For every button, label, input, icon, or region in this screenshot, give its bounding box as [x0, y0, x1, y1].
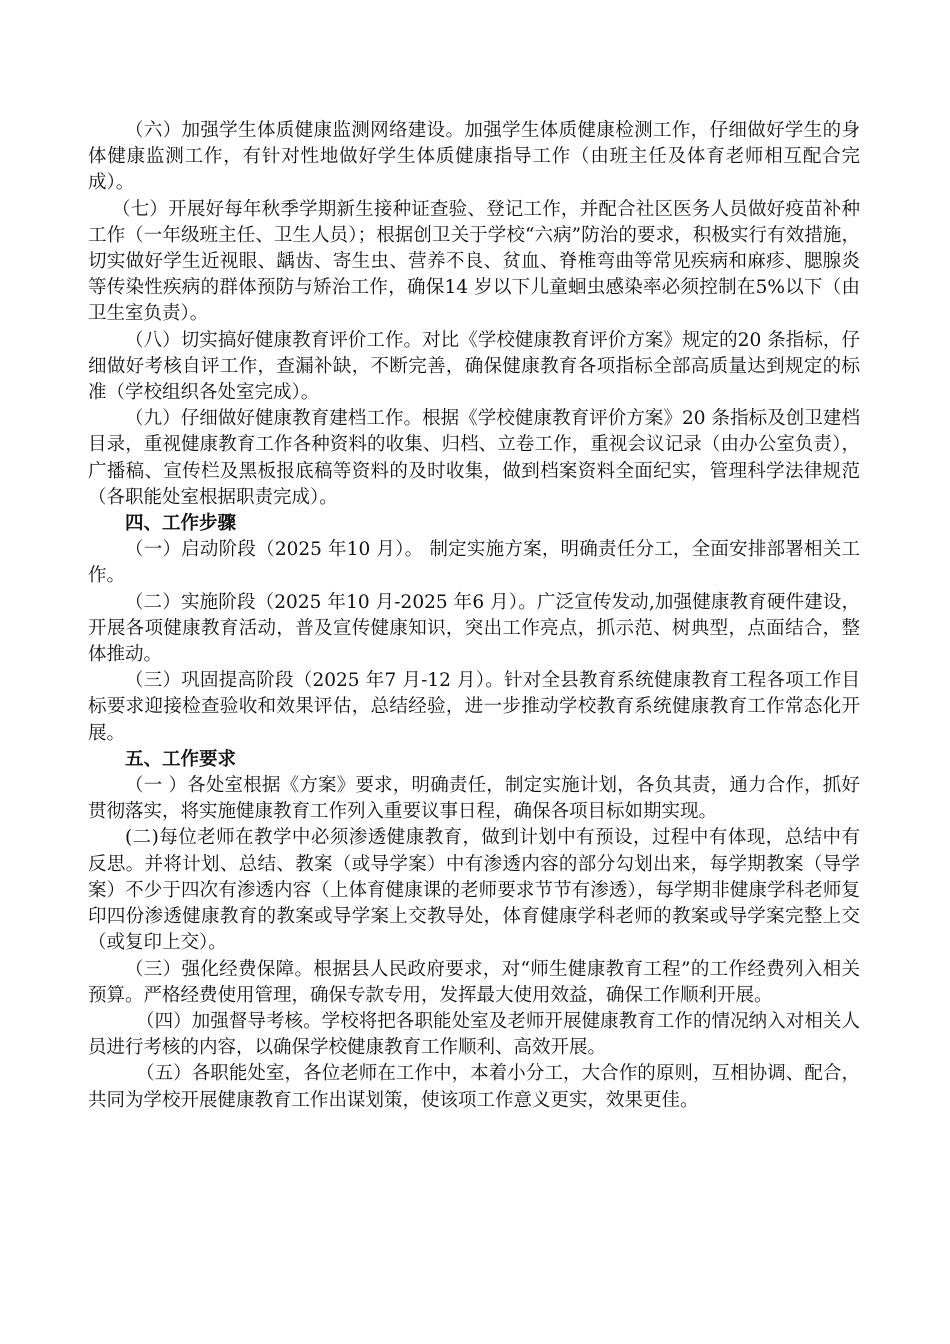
- step-three-paragraph: （三）巩固提高阶段（2025 年7 月-12 月）。针对全县教育系统健康教育工程各项工作目标要求迎接检查验收和效果评估，总结经验，进一步推动学校教育系统健康教育工作常态化开展。: [88, 670, 860, 744]
- requirement-five-paragraph: （五）各职能处室，各位老师在工作中，本着小分工，大合作的原则，互相协调、配合，共同为学校开展健康教育工作出谋划策，使该项工作意义更实，效果更佳。: [88, 1063, 860, 1111]
- requirement-four-paragraph: （四）加强督导考核。学校将把各职能处室及老师开展健康教育工作的情况纳入对相关人员进行考核的内容，以确保学校健康教育工作顺利、高效开展。: [88, 1010, 860, 1059]
- step-one-paragraph: （一）启动阶段（2025 年10 月）。 制定实施方案，明确责任分工，全面安排部署相关工作。: [88, 539, 860, 587]
- section-heading-work-requirements: 五、工作要求: [125, 748, 237, 770]
- step-two-paragraph: （二）实施阶段（2025 年10 月-2025 年6 月）。广泛宣传发动,加强健康教育硬件建设，开展各项健康教育活动，普及宣传健康知识，突出工作亮点，抓示范、树典型，点面结合，整体推动。: [88, 591, 860, 666]
- requirement-one-paragraph: （一 ）各处室根据《方案》要求，明确责任，制定实施计划，各负其责，通力合作，抓好贯彻落实，将实施健康教育工作列入重要议事日程，确保各项目标如期实现。: [88, 775, 860, 823]
- section-heading-work-steps: 四、工作步骤: [125, 513, 237, 535]
- paragraph-nine: （九）仔细做好健康教育建档工作。根据《学校健康教育评价方案》20 条指标及创卫建档目录，重视健康教育工作各种资料的收集、归档、立卷工作，重视会议记录（由办公室负责），广播稿、宣传栏及黑板报底稿等资料的及时收集，做到档案资料全面纪实，管理科学法律规范（各职能处室根据职责完成）。: [88, 408, 860, 508]
- requirement-three-paragraph: （三）强化经费保障。根据县人民政府要求，对“师生健康教育工程”的工作经费列入相关预算。严格经费使用管理，确保专款专用，发挥最大使用效益，确保工作顺利开展。: [88, 958, 860, 1006]
- paragraph-six: （六）加强学生体质健康监测网络建设。加强学生体质健康检测工作，仔细做好学生的身体健康监测工作，有针对性地做好学生体质健康指导工作（由班主任及体育老师相互配合完成）。: [88, 120, 860, 194]
- requirement-two-paragraph: (二)每位老师在教学中必须渗透健康教育，做到计划中有预设，过程中有体现，总结中有反思。并将计划、总结、教案（或导学案）中有渗透内容的部分勾划出来，每学期教案（导学案）不少于四次有渗透内容（上体育健康课的老师要求节节有渗透），每学期非健康学科老师复印四份渗透健康教育的教案或导学案上交教导处，体育健康学科老师的教案或导学案完整上交（或复印上交）。: [88, 827, 860, 954]
- paragraph-eight: （八）切实搞好健康教育评价工作。对比《学校健康教育评价方案》规定的20 条指标，仔细做好考核自评工作，查漏补缺，不断完善，确保健康教育各项指标全部高质量达到规定的标准（学校组织各处室完成）。: [88, 329, 860, 404]
- document-body: [88, 118, 860, 1114]
- paragraph-seven: （七）开展好每年秋季学期新生接种证查验、登记工作，并配合社区医务人员做好疫苗补种工作（一年级班主任、卫生人员）；根据创卫关于学校“六病”防治的要求，积极实行有效措施，切实做好学生近视眼、龋齿、寄生虫、营养不良、贫血、脊椎弯曲等常见疾病和麻疹、腮腺炎等传染性疾病的群体预防与矫治工作，确保14 岁以下儿童蛔虫感染率必须控制在5%以下（由卫生室负责）。: [88, 198, 860, 325]
